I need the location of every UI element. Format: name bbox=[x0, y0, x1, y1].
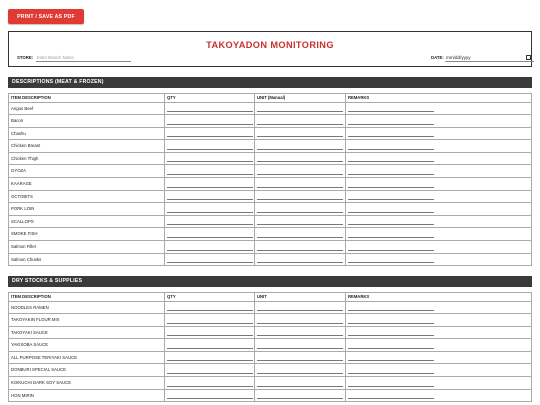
unit-cell bbox=[255, 165, 346, 177]
qty-input[interactable] bbox=[167, 386, 253, 387]
unit-input[interactable] bbox=[257, 212, 343, 213]
remarks-input[interactable] bbox=[348, 373, 434, 374]
table-row bbox=[9, 352, 531, 365]
table-row bbox=[9, 254, 531, 267]
table-header-row bbox=[9, 93, 531, 103]
table-row bbox=[9, 165, 531, 178]
table-row bbox=[9, 302, 531, 315]
item-description: TAKOYAKIN FLOUR MIX bbox=[9, 314, 165, 326]
item-description: OCTOBITS bbox=[9, 191, 165, 203]
remarks-cell bbox=[346, 314, 531, 326]
qty-input[interactable] bbox=[167, 111, 253, 112]
qty-input[interactable] bbox=[167, 124, 253, 125]
remarks-input[interactable] bbox=[348, 199, 434, 200]
qty-input[interactable] bbox=[167, 224, 253, 225]
unit-cell bbox=[255, 153, 346, 165]
item-description: SMOKE FISH bbox=[9, 228, 165, 240]
item-description: Chicken Thigh bbox=[9, 153, 165, 165]
unit-input[interactable] bbox=[257, 323, 343, 324]
remarks-input[interactable] bbox=[348, 237, 434, 238]
qty-input[interactable] bbox=[167, 187, 253, 188]
remarks-input[interactable] bbox=[348, 149, 434, 150]
item-description: ALL PURPOSE TERIYAKI SAUCE bbox=[9, 352, 165, 364]
remarks-input[interactable] bbox=[348, 174, 434, 175]
unit-input[interactable] bbox=[257, 335, 343, 336]
remarks-cell bbox=[346, 165, 531, 177]
item-description: Salmon Chunks bbox=[9, 254, 165, 266]
print-save-pdf-button[interactable]: PRINT / SAVE AS PDF bbox=[8, 9, 84, 24]
table-row bbox=[9, 314, 531, 327]
remarks-cell bbox=[346, 140, 531, 152]
item-description: YAKISOBA SAUCE bbox=[9, 339, 165, 351]
qty-cell bbox=[165, 377, 255, 389]
remarks-cell bbox=[346, 191, 531, 203]
unit-cell bbox=[255, 128, 346, 140]
table-row bbox=[9, 191, 531, 204]
table-row bbox=[9, 140, 531, 153]
table-row bbox=[9, 390, 531, 403]
remarks-input[interactable] bbox=[348, 360, 434, 361]
unit-cell bbox=[255, 377, 346, 389]
table-row bbox=[9, 241, 531, 254]
unit-input[interactable] bbox=[257, 161, 343, 162]
unit-input[interactable] bbox=[257, 174, 343, 175]
qty-cell bbox=[165, 153, 255, 165]
qty-cell bbox=[165, 103, 255, 115]
column-header: ITEM DESCRIPTION bbox=[9, 293, 165, 301]
header-panel bbox=[8, 31, 532, 67]
remarks-cell bbox=[346, 254, 531, 266]
qty-input[interactable] bbox=[167, 360, 253, 361]
qty-input[interactable] bbox=[167, 212, 253, 213]
qty-cell bbox=[165, 191, 255, 203]
unit-input[interactable] bbox=[257, 386, 343, 387]
remarks-cell bbox=[346, 327, 531, 339]
item-description: KAARAGE bbox=[9, 178, 165, 190]
unit-cell bbox=[255, 327, 346, 339]
remarks-cell bbox=[346, 339, 531, 351]
column-header: REMARKS bbox=[348, 294, 370, 299]
table-row bbox=[9, 203, 531, 216]
table-row bbox=[9, 103, 531, 116]
qty-cell bbox=[165, 178, 255, 190]
unit-input[interactable] bbox=[257, 224, 343, 225]
remarks-cell bbox=[346, 390, 531, 402]
meat-frozen-table bbox=[8, 93, 532, 266]
unit-cell bbox=[255, 228, 346, 240]
item-description: KOIKUCHI DARK SOY SAUCE bbox=[9, 377, 165, 389]
remarks-cell bbox=[346, 302, 531, 314]
qty-cell bbox=[165, 165, 255, 177]
unit-cell bbox=[255, 390, 346, 402]
qty-cell bbox=[165, 254, 255, 266]
table-row bbox=[9, 115, 531, 128]
qty-cell bbox=[165, 339, 255, 351]
unit-cell bbox=[255, 314, 346, 326]
remarks-input[interactable] bbox=[348, 111, 434, 112]
table-row bbox=[9, 339, 531, 352]
qty-cell bbox=[165, 128, 255, 140]
table-row bbox=[9, 327, 531, 340]
qty-cell bbox=[165, 203, 255, 215]
unit-input[interactable] bbox=[257, 237, 343, 238]
unit-input[interactable] bbox=[257, 348, 343, 349]
qty-cell bbox=[165, 216, 255, 228]
qty-input[interactable] bbox=[167, 348, 253, 349]
unit-input[interactable] bbox=[257, 111, 343, 112]
qty-input[interactable] bbox=[167, 262, 253, 263]
column-header: QTY bbox=[165, 94, 255, 102]
qty-input[interactable] bbox=[167, 136, 253, 137]
remarks-input[interactable] bbox=[348, 335, 434, 336]
qty-cell bbox=[165, 327, 255, 339]
unit-cell bbox=[255, 115, 346, 127]
remarks-cell bbox=[346, 364, 531, 376]
remarks-input[interactable] bbox=[348, 386, 434, 387]
qty-input[interactable] bbox=[167, 199, 253, 200]
qty-cell bbox=[165, 314, 255, 326]
qty-input[interactable] bbox=[167, 398, 253, 399]
remarks-input[interactable] bbox=[348, 187, 434, 188]
unit-input[interactable] bbox=[257, 149, 343, 150]
calendar-icon[interactable] bbox=[526, 55, 531, 60]
remarks-input[interactable] bbox=[348, 323, 434, 324]
qty-cell bbox=[165, 364, 255, 376]
remarks-input[interactable] bbox=[348, 136, 434, 137]
unit-cell bbox=[255, 203, 346, 215]
table-row bbox=[9, 377, 531, 390]
column-header: QTY bbox=[165, 293, 255, 301]
qty-cell bbox=[165, 241, 255, 253]
table-row bbox=[9, 153, 531, 166]
unit-cell bbox=[255, 178, 346, 190]
unit-cell bbox=[255, 254, 346, 266]
section-header-dry-stocks: DRY STOCKS & SUPPLIES bbox=[8, 276, 532, 287]
qty-input[interactable] bbox=[167, 310, 253, 311]
unit-cell bbox=[255, 216, 346, 228]
unit-cell bbox=[255, 364, 346, 376]
qty-input[interactable] bbox=[167, 174, 253, 175]
item-description: GYOZA bbox=[9, 165, 165, 177]
remarks-cell bbox=[346, 352, 531, 364]
remarks-cell bbox=[346, 203, 531, 215]
qty-input[interactable] bbox=[167, 323, 253, 324]
column-header: UNIT (Manual) bbox=[255, 94, 346, 102]
unit-cell bbox=[255, 140, 346, 152]
dry-stocks-table bbox=[8, 292, 532, 402]
qty-cell bbox=[165, 115, 255, 127]
item-description: Bacon bbox=[9, 115, 165, 127]
unit-cell bbox=[255, 302, 346, 314]
remarks-input[interactable] bbox=[348, 124, 434, 125]
unit-cell bbox=[255, 191, 346, 203]
remarks-input[interactable] bbox=[348, 310, 434, 311]
column-header: ITEM DESCRIPTION bbox=[9, 94, 165, 102]
unit-input[interactable] bbox=[257, 187, 343, 188]
unit-cell bbox=[255, 103, 346, 115]
section-header-meat-frozen: DESCRIPTIONS (MEAT & FROZEN) bbox=[8, 77, 532, 88]
date-input[interactable]: mm/dd/yyyy bbox=[445, 54, 534, 62]
qty-input[interactable] bbox=[167, 161, 253, 162]
qty-cell bbox=[165, 140, 255, 152]
unit-input[interactable] bbox=[257, 262, 343, 263]
unit-input[interactable] bbox=[257, 360, 343, 361]
item-description: NOODLES RAMEN bbox=[9, 302, 165, 314]
remarks-input[interactable] bbox=[348, 348, 434, 349]
unit-input[interactable] bbox=[257, 124, 343, 125]
remarks-input[interactable] bbox=[348, 212, 434, 213]
qty-cell bbox=[165, 302, 255, 314]
store-input[interactable]: Enter Branch Name bbox=[36, 54, 131, 62]
remarks-input[interactable] bbox=[348, 224, 434, 225]
unit-cell bbox=[255, 352, 346, 364]
table-row bbox=[9, 178, 531, 191]
qty-cell bbox=[165, 352, 255, 364]
table-header-row bbox=[9, 292, 531, 302]
unit-cell bbox=[255, 241, 346, 253]
table-row bbox=[9, 228, 531, 241]
remarks-cell bbox=[346, 178, 531, 190]
table-row bbox=[9, 364, 531, 377]
item-description: TAKOYAKI SAUCE bbox=[9, 327, 165, 339]
item-description: DONBURI SPECIAL SAUCE bbox=[9, 364, 165, 376]
remarks-cell bbox=[346, 377, 531, 389]
remarks-cell bbox=[346, 115, 531, 127]
qty-input[interactable] bbox=[167, 237, 253, 238]
remarks-input[interactable] bbox=[348, 398, 434, 399]
unit-cell bbox=[255, 339, 346, 351]
item-description: SCALLOPS bbox=[9, 216, 165, 228]
remarks-cell bbox=[346, 103, 531, 115]
remarks-input[interactable] bbox=[348, 250, 434, 251]
table-row bbox=[9, 216, 531, 229]
table-row bbox=[9, 128, 531, 141]
page-title: TAKOYADON MONITORING bbox=[206, 40, 334, 50]
qty-input[interactable] bbox=[167, 335, 253, 336]
unit-input[interactable] bbox=[257, 136, 343, 137]
remarks-cell bbox=[346, 228, 531, 240]
unit-input[interactable] bbox=[257, 199, 343, 200]
unit-input[interactable] bbox=[257, 398, 343, 399]
unit-input[interactable] bbox=[257, 250, 343, 251]
item-description: Angus Beef bbox=[9, 103, 165, 115]
remarks-cell bbox=[346, 153, 531, 165]
date-label: DATE: bbox=[431, 55, 444, 60]
remarks-cell bbox=[346, 128, 531, 140]
store-label: STORE: bbox=[17, 55, 34, 60]
unit-input[interactable] bbox=[257, 373, 343, 374]
qty-cell bbox=[165, 390, 255, 402]
qty-cell bbox=[165, 228, 255, 240]
remarks-cell bbox=[346, 216, 531, 228]
column-header: UNIT bbox=[255, 293, 346, 301]
remarks-input[interactable] bbox=[348, 262, 434, 263]
item-description: HON MIRIN bbox=[9, 390, 165, 402]
column-header: REMARKS bbox=[348, 95, 370, 100]
qty-input[interactable] bbox=[167, 373, 253, 374]
remarks-input[interactable] bbox=[348, 161, 434, 162]
item-description: Salmon Fillet bbox=[9, 241, 165, 253]
item-description: PORK LOIN bbox=[9, 203, 165, 215]
item-description: Chashu bbox=[9, 128, 165, 140]
qty-input[interactable] bbox=[167, 250, 253, 251]
unit-input[interactable] bbox=[257, 310, 343, 311]
item-description: Chicken Breast bbox=[9, 140, 165, 152]
qty-input[interactable] bbox=[167, 149, 253, 150]
remarks-cell bbox=[346, 241, 531, 253]
